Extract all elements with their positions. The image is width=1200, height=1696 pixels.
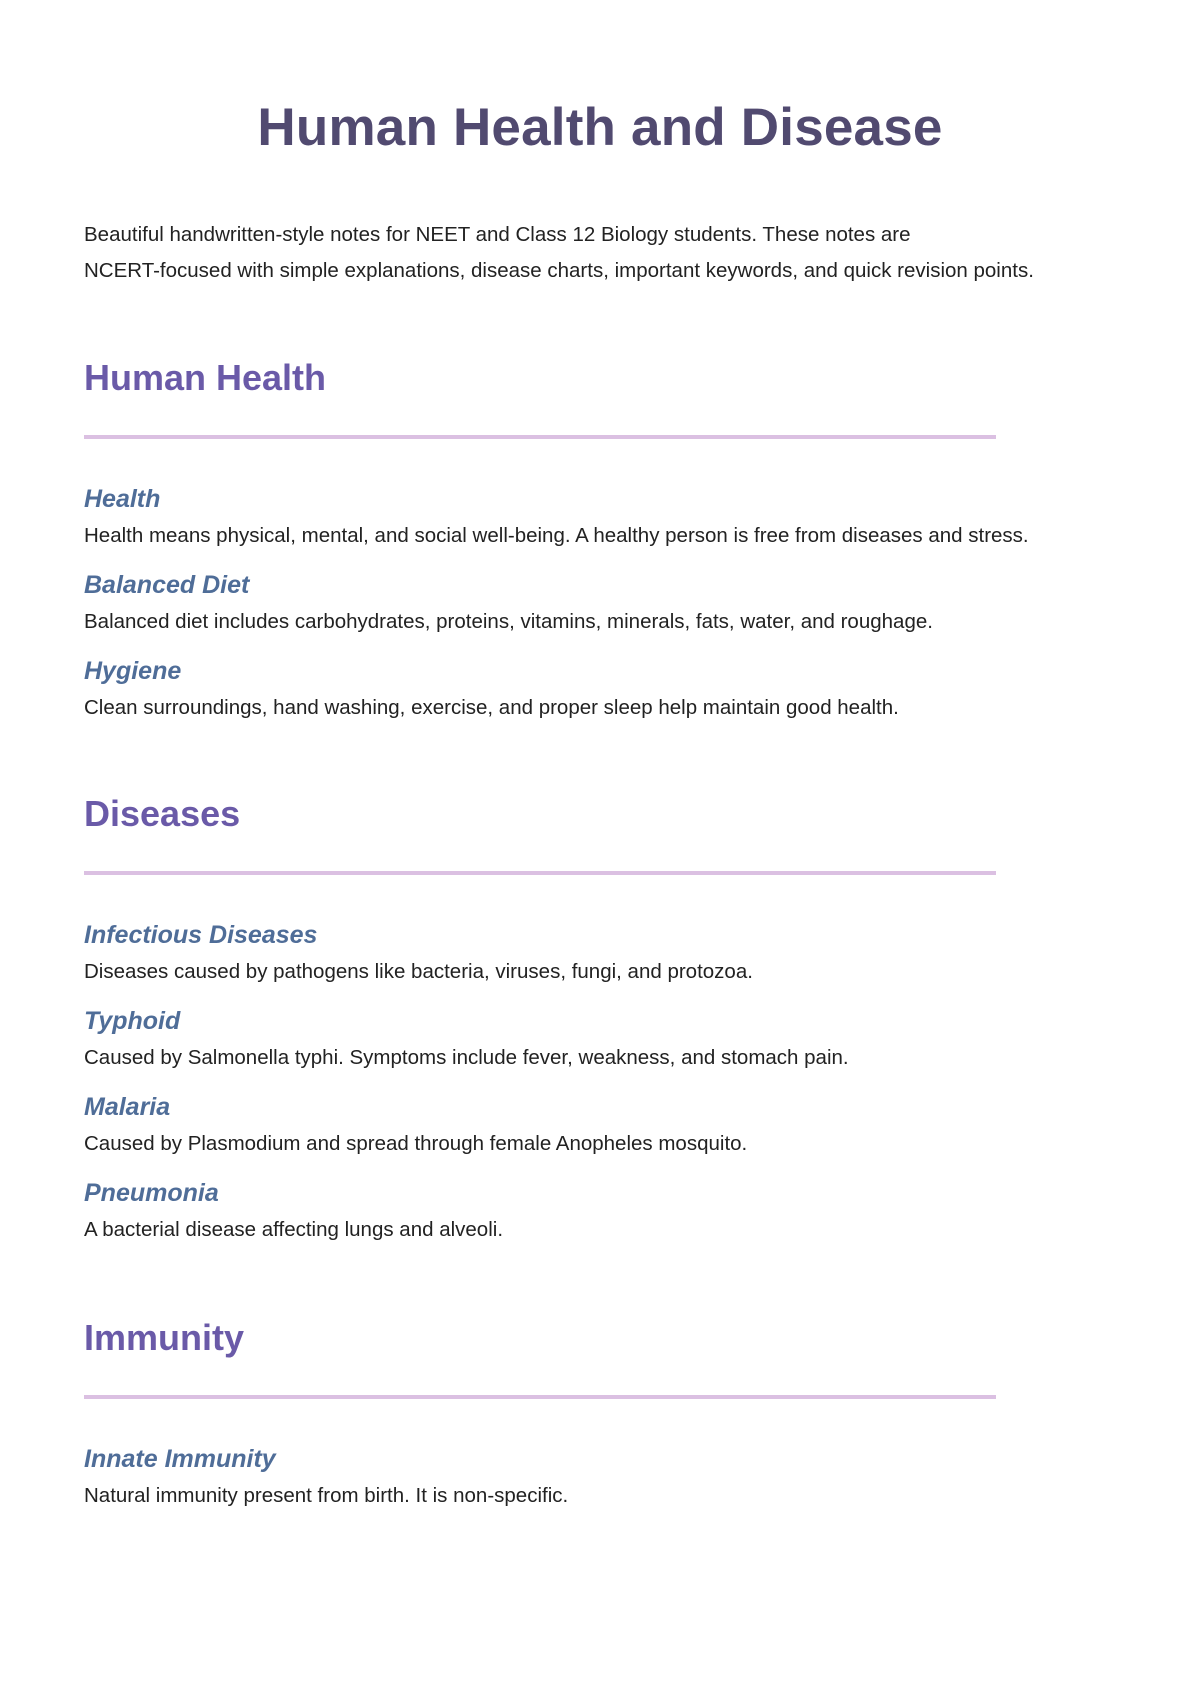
entry-list [84,917,1116,1245]
intro-line-1: Beautiful handwritten-style notes for NEET and Class 12 Biology students. These notes are [84,223,911,246]
entry-term: Malaria [84,1093,171,1121]
section-human-health [84,353,1116,723]
entry-term: Balanced Diet [84,571,250,599]
section-immunity [84,1313,1116,1511]
intro-line-2: NCERT-focused with simple explanations, disease charts, important keywords, and quick revision points. [84,259,1034,282]
entry-text: Health means physical, mental, and social well-being. A healthy person is free from diseases and stress. [84,524,1029,547]
entry-hygiene [84,653,1116,723]
entry-list [84,481,1116,723]
entry-list [84,1441,1116,1511]
entry-innate-immunity [84,1441,1116,1511]
intro-paragraph [84,217,1116,289]
entry-text: Natural immunity present from birth. It is non-specific. [84,1484,569,1507]
entry-text: Clean surroundings, hand washing, exercise, and proper sleep help maintain good health. [84,696,899,719]
section-heading: Diseases [84,793,241,834]
entry-text: Caused by Salmonella typhi. Symptoms include fever, weakness, and stomach pain. [84,1046,849,1069]
entry-text: Diseases caused by pathogens like bacteria, viruses, fungi, and protozoa. [84,960,753,983]
entry-term: Infectious Diseases [84,921,318,949]
entry-health [84,481,1116,551]
section-divider [84,435,996,439]
entry-pneumonia [84,1175,1116,1245]
document-title: Human Health and Disease [257,98,943,157]
entry-term: Health [84,485,161,513]
entry-term: Innate Immunity [84,1445,276,1473]
section-heading: Human Health [84,357,327,398]
entry-term: Typhoid [84,1007,181,1035]
entry-text: Caused by Plasmodium and spread through female Anopheles mosquito. [84,1132,748,1155]
section-heading: Immunity [84,1317,245,1358]
entry-term: Hygiene [84,657,182,685]
entry-term: Pneumonia [84,1179,219,1207]
entry-balanced-diet [84,567,1116,637]
entry-malaria [84,1089,1116,1159]
section-divider [84,871,996,875]
entry-text: A bacterial disease affecting lungs and alveoli. [84,1218,504,1241]
entry-text: Balanced diet includes carbohydrates, proteins, vitamins, minerals, fats, water, and roughage. [84,610,933,633]
section-diseases [84,789,1116,1245]
section-divider [84,1395,996,1399]
entry-typhoid [84,1003,1116,1073]
entry-infectious-diseases [84,917,1116,987]
